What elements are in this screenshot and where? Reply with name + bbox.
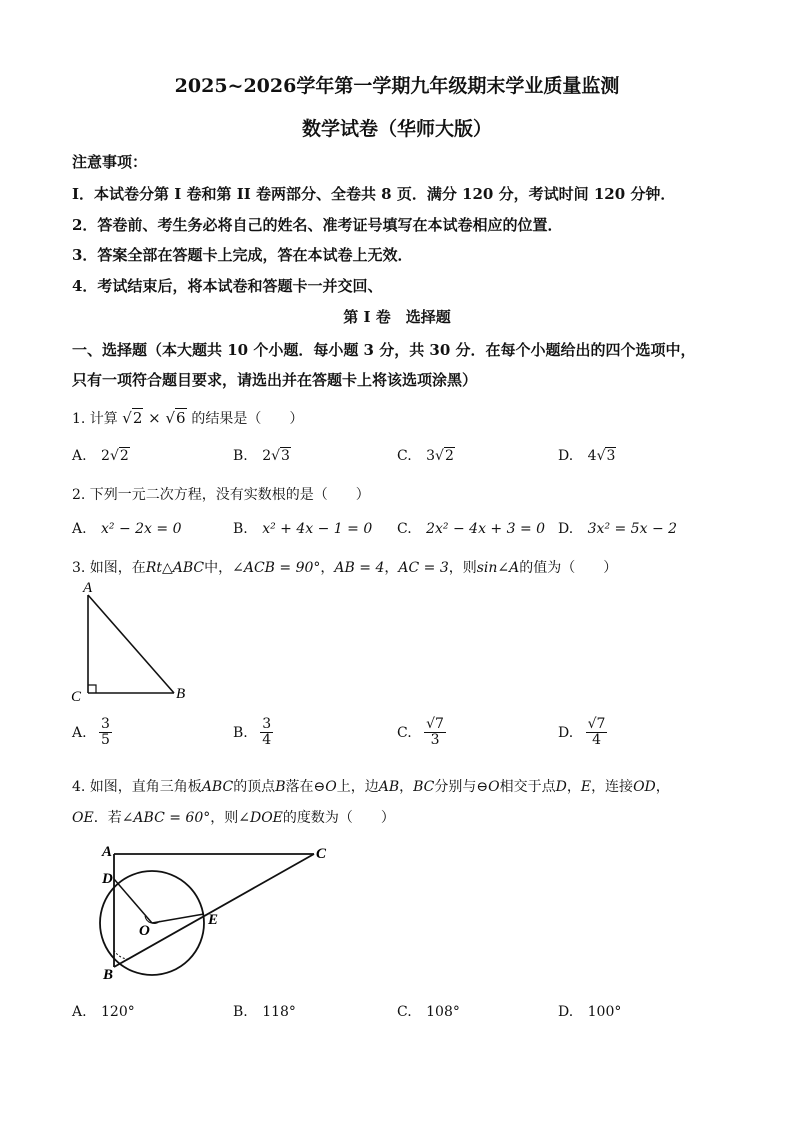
q4-label-o: O bbox=[139, 923, 150, 939]
stem-text: 相交于点 bbox=[499, 779, 556, 795]
option-radicand: 3 bbox=[281, 448, 290, 464]
q3-option-c[interactable] bbox=[397, 717, 446, 749]
stem-text: 的值为（ ） bbox=[519, 560, 618, 576]
stem-math: ∠ABC = 60° bbox=[121, 810, 211, 826]
option-text: 2x² − 4x + 3 = 0 bbox=[426, 521, 546, 537]
q4-circle-figure bbox=[92, 836, 342, 986]
stem-text: ， bbox=[566, 779, 581, 795]
option-coef: 2 bbox=[262, 448, 272, 464]
q3-label-b: B bbox=[176, 686, 186, 702]
q4-option-b[interactable] bbox=[233, 1004, 296, 1020]
stem-math: Rt△ABC bbox=[145, 560, 205, 576]
notice-heading: 注意事项： bbox=[72, 153, 148, 171]
q1-stem-suffix: 的结果是（ ） bbox=[191, 411, 304, 427]
stem-math: ABC bbox=[201, 779, 234, 795]
stem-math: D bbox=[555, 779, 567, 795]
q4-angle-mark-b bbox=[114, 950, 128, 959]
option-letter: C. bbox=[397, 724, 412, 741]
notice-item-4: 4．考试结束后，将本试卷和答题卡一并交回、 bbox=[72, 277, 383, 295]
stem-text: ， bbox=[399, 779, 414, 795]
q4-label-c: C bbox=[316, 846, 327, 862]
stem-text: ， bbox=[655, 779, 670, 795]
q1-option-c[interactable]: C. 3√2 bbox=[397, 448, 454, 464]
q3-option-a[interactable] bbox=[72, 717, 112, 749]
option-denominator: 4 bbox=[592, 732, 602, 749]
q4-label-e: E bbox=[208, 912, 219, 928]
option-letter: B. bbox=[233, 1004, 248, 1020]
option-letter: D. bbox=[558, 1004, 574, 1020]
notice-item-2: 2．答卷前、考生务必将自己的姓名、准考证号填写在本试卷相应的位置． bbox=[72, 216, 563, 234]
option-coef: 3 bbox=[426, 448, 436, 464]
section-intro-line2: 只有一项符合题目要求，请选出并在答题卡上将该选项涂黑） bbox=[72, 371, 478, 389]
option-radicand: 2 bbox=[444, 448, 454, 464]
q3-side-ab bbox=[88, 595, 174, 693]
stem-text: 上，边 bbox=[336, 779, 379, 795]
option-text: 3x² = 5x − 2 bbox=[587, 521, 678, 537]
q2-option-c[interactable] bbox=[397, 521, 545, 537]
option-letter: D. bbox=[558, 521, 574, 537]
option-letter: B. bbox=[233, 724, 248, 741]
q4-label-d: D bbox=[102, 871, 113, 887]
option-radicand: 3 bbox=[606, 448, 616, 464]
option-text: 120° bbox=[101, 1004, 135, 1020]
option-letter: A. bbox=[72, 1004, 87, 1020]
option-letter: A. bbox=[72, 521, 87, 537]
q4-label-b: B bbox=[103, 967, 114, 983]
question-2-stem: 2. 下列一元二次方程，没有实数根的是（ ） bbox=[72, 487, 370, 503]
stem-text: 分别与 bbox=[434, 779, 477, 795]
q3-triangle-figure bbox=[66, 578, 196, 703]
option-coef: 4 bbox=[587, 448, 597, 464]
option-text: x² + 4x − 1 = 0 bbox=[262, 521, 373, 537]
q4-label-a: A bbox=[102, 844, 113, 860]
option-text: 118° bbox=[262, 1004, 296, 1020]
q4-segment-od bbox=[114, 879, 152, 923]
q1-option-d[interactable]: D. 4√3 bbox=[558, 448, 616, 464]
stem-text: 落在 bbox=[285, 779, 314, 795]
q2-option-b[interactable] bbox=[233, 521, 372, 537]
stem-math: BC bbox=[413, 779, 435, 795]
exam-subtitle: 数学试卷（华师大版） bbox=[301, 118, 492, 140]
stem-math: OE bbox=[72, 810, 94, 826]
q1-option-b[interactable]: B. 2√3 bbox=[233, 448, 290, 464]
stem-text: ，则 bbox=[210, 810, 239, 826]
option-denominator: 3 bbox=[430, 732, 440, 749]
option-letter: C. bbox=[397, 448, 412, 464]
stem-math: AC = 3 bbox=[398, 560, 449, 576]
q2-option-d[interactable] bbox=[558, 521, 677, 537]
q3-option-b[interactable] bbox=[233, 717, 273, 749]
q1-stem-expr: √2 × √6 bbox=[122, 409, 186, 427]
question-3-stem bbox=[72, 557, 617, 577]
option-numerator: 3 bbox=[262, 716, 272, 732]
option-denominator: 4 bbox=[262, 732, 272, 749]
option-letter: B. bbox=[233, 448, 248, 464]
notice-item-3: 3．答案全部在答题卡上完成，答在本试卷上无效． bbox=[72, 246, 413, 264]
option-numerator: √7 bbox=[587, 716, 606, 732]
stem-text: ，则 bbox=[448, 560, 477, 576]
option-numerator: √7 bbox=[426, 716, 444, 732]
q2-option-a[interactable] bbox=[72, 521, 182, 537]
stem-math: B bbox=[275, 779, 286, 795]
option-letter: D. bbox=[558, 724, 574, 741]
question-1-stem bbox=[72, 408, 303, 428]
q3-label-a: A bbox=[83, 580, 93, 596]
stem-math: ⊖O bbox=[476, 779, 500, 795]
q4-option-a[interactable] bbox=[72, 1004, 135, 1020]
option-denominator: 5 bbox=[101, 732, 110, 749]
stem-text: 4. 如图，直角三角板 bbox=[72, 779, 202, 795]
stem-text: 3. 如图，在 bbox=[72, 560, 146, 576]
stem-math: sin∠A bbox=[476, 560, 520, 576]
section-intro-line1: 一、选择题（本大题共 10 个小题．每小题 3 分，共 30 分．在每个小题给出的四个选项中， bbox=[72, 341, 696, 359]
option-letter: D. bbox=[558, 448, 574, 464]
stem-math: ∠DOE bbox=[238, 810, 283, 826]
stem-text: 的顶点 bbox=[233, 779, 276, 795]
option-letter: C. bbox=[397, 521, 412, 537]
option-letter: C. bbox=[397, 1004, 412, 1020]
q4-option-d[interactable] bbox=[558, 1004, 621, 1020]
option-letter: B. bbox=[233, 521, 248, 537]
notice-item-1: I．本试卷分第 I 卷和第 II 卷两部分、全卷共 8 页．满分 120 分，考试时间 120 分钟． bbox=[72, 185, 676, 203]
stem-math: AB = 4 bbox=[334, 560, 385, 576]
stem-math: ⊖O bbox=[313, 779, 337, 795]
question-4-stem-line1 bbox=[72, 776, 670, 796]
option-text: 108° bbox=[426, 1004, 460, 1020]
exam-title: 2025~2026学年第一学期九年级期末学业质量监测 bbox=[174, 75, 620, 97]
stem-math: OD bbox=[633, 779, 656, 795]
q3-right-angle-mark bbox=[88, 685, 96, 693]
q3-option-d[interactable] bbox=[558, 717, 607, 749]
q1-stem-prefix: 1. 计算 bbox=[72, 411, 118, 427]
stem-text: ．若 bbox=[93, 810, 122, 826]
stem-math: E bbox=[580, 779, 592, 795]
stem-text: 中， bbox=[204, 560, 233, 576]
option-text: x² − 2x = 0 bbox=[101, 521, 182, 537]
option-letter: A. bbox=[72, 724, 87, 741]
question-4-stem-line2 bbox=[72, 807, 395, 827]
q1-option-a[interactable]: A. 2√2 bbox=[72, 448, 129, 464]
stem-text: 的度数为（ ） bbox=[282, 810, 395, 826]
stem-text: ，连接 bbox=[591, 779, 634, 795]
option-numerator: 3 bbox=[101, 716, 110, 732]
q3-label-c: C bbox=[71, 689, 82, 703]
stem-math: ∠ACB = 90° bbox=[232, 560, 321, 576]
option-coef: 2 bbox=[101, 448, 110, 464]
option-radicand: 2 bbox=[119, 448, 129, 464]
q4-option-c[interactable] bbox=[397, 1004, 460, 1020]
stem-math: AB bbox=[378, 779, 400, 795]
stem-text: ， bbox=[320, 560, 335, 576]
option-text: 100° bbox=[587, 1004, 622, 1020]
stem-text: ， bbox=[384, 560, 399, 576]
option-letter: A. bbox=[72, 448, 87, 464]
section-label: 第 I 卷 选择题 bbox=[343, 308, 451, 326]
